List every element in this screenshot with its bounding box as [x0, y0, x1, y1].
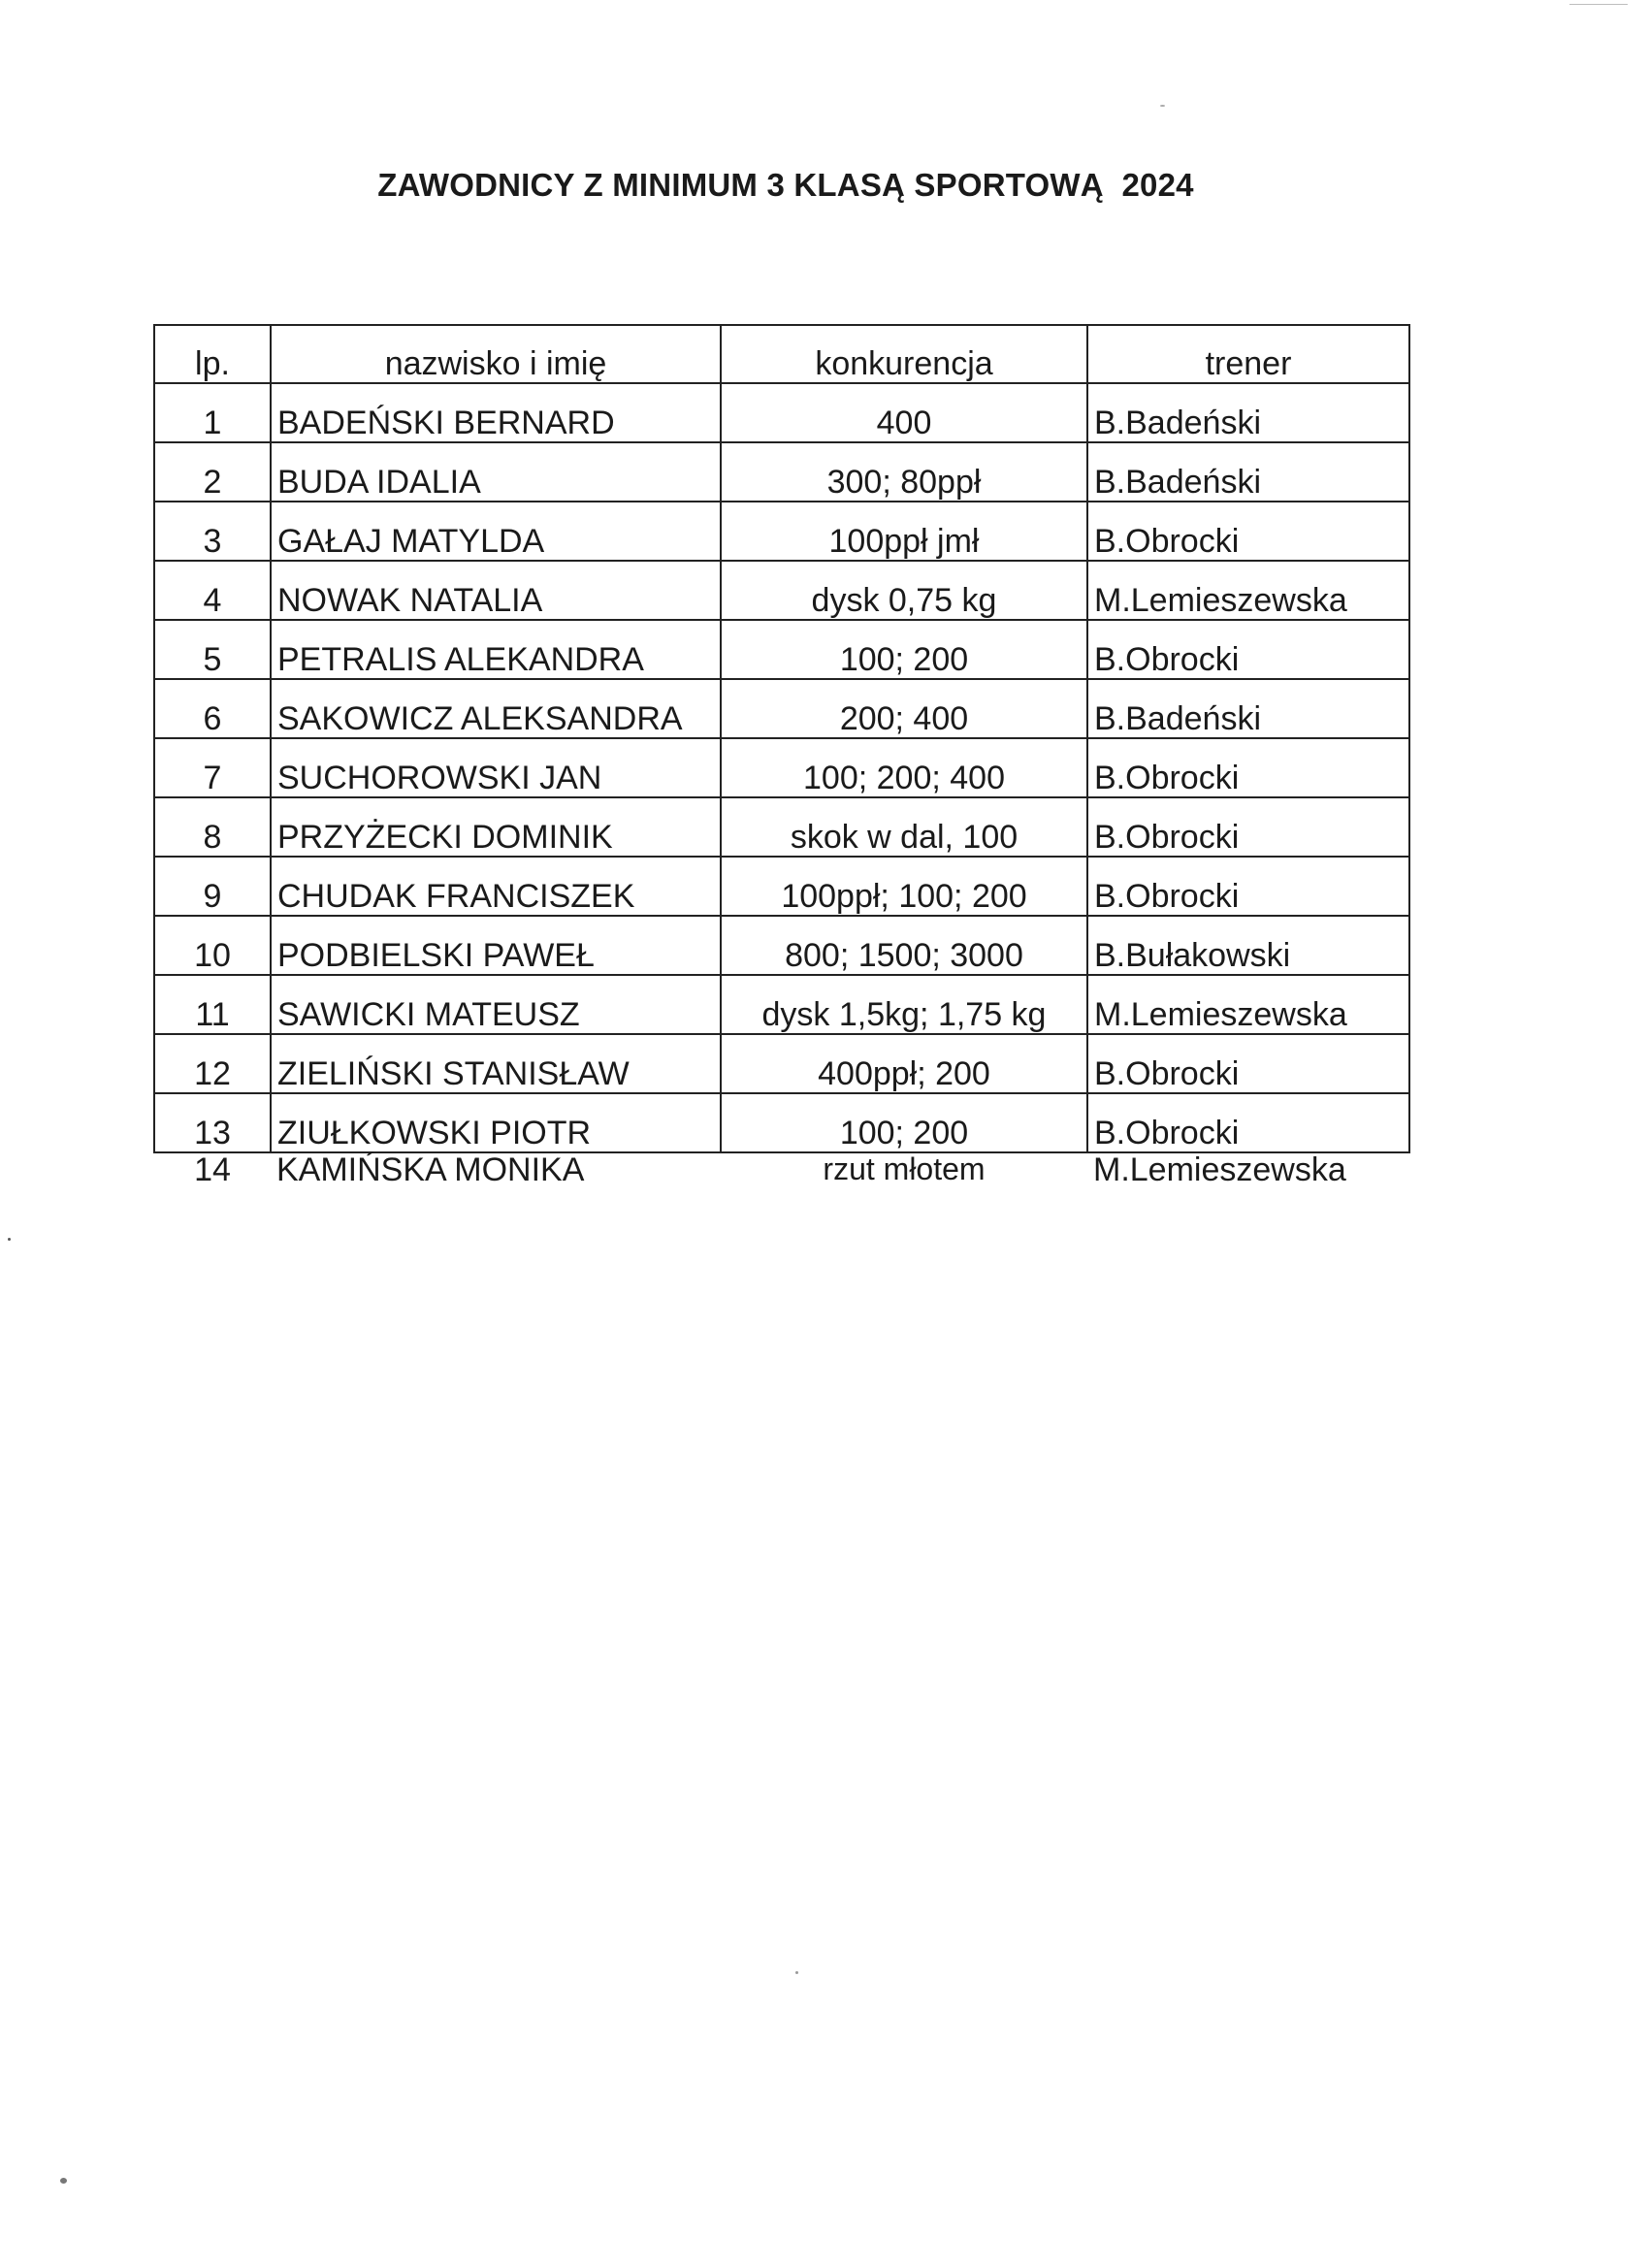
table-row — [154, 916, 1409, 975]
header-name: nazwisko i imię — [271, 325, 721, 383]
cell-coach: M.Lemieszewska — [1087, 975, 1409, 1034]
scan-artifact — [1160, 105, 1165, 107]
table-row — [154, 975, 1409, 1034]
table-row — [154, 442, 1409, 502]
cell-name: GAŁAJ MATYLDA — [271, 502, 721, 561]
cell-event: 100ppł jmł — [721, 502, 1087, 561]
cell-name: SAKOWICZ ALEKSANDRA — [271, 679, 721, 738]
cell-event: 400ppł; 200 — [721, 1034, 1087, 1093]
cell-event: 100; 200 — [721, 620, 1087, 679]
cell-event: rzut młotem — [823, 1151, 986, 1186]
cell-coach: B.Badeński — [1087, 383, 1409, 442]
cell-name: ZIUŁKOWSKI PIOTR — [271, 1093, 721, 1152]
cell-name: PODBIELSKI PAWEŁ — [271, 916, 721, 975]
cell-lp: 2 — [154, 442, 271, 502]
cell-lp: 7 — [154, 738, 271, 797]
table-row — [154, 857, 1409, 916]
cell-event: 400 — [721, 383, 1087, 442]
cell-coach: B.Obrocki — [1087, 797, 1409, 857]
cell-lp: 14 — [194, 1151, 231, 1188]
scan-artifact — [795, 1971, 798, 1974]
cell-coach: B.Obrocki — [1087, 857, 1409, 916]
table-row — [154, 561, 1409, 620]
cell-coach: M.Lemieszewska — [1093, 1151, 1346, 1188]
cell-lp: 11 — [154, 975, 271, 1034]
cell-event: skok w dal, 100 — [721, 797, 1087, 857]
header-event: konkurencja — [721, 325, 1087, 383]
table-row — [154, 738, 1409, 797]
cell-name: NOWAK NATALIA — [271, 561, 721, 620]
scan-artifact — [1569, 4, 1628, 5]
cell-coach: B.Obrocki — [1087, 620, 1409, 679]
cell-coach: B.Obrocki — [1087, 738, 1409, 797]
table-row — [154, 620, 1409, 679]
cell-event: 100; 200 — [721, 1093, 1087, 1152]
cell-lp: 4 — [154, 561, 271, 620]
cell-event: 300; 80ppł — [721, 442, 1087, 502]
table-header-row — [154, 325, 1409, 383]
cell-name: PRZYŻECKI DOMINIK — [271, 797, 721, 857]
cell-event: 100; 200; 400 — [721, 738, 1087, 797]
cell-event: dysk 0,75 kg — [721, 561, 1087, 620]
table-row — [154, 679, 1409, 738]
cell-name: KAMIŃSKA MONIKA — [276, 1151, 585, 1188]
header-lp: lp. — [154, 325, 271, 383]
table-row — [154, 1034, 1409, 1093]
cell-event: 800; 1500; 3000 — [721, 916, 1087, 975]
cell-name: BADEŃSKI BERNARD — [271, 383, 721, 442]
cell-lp: 1 — [154, 383, 271, 442]
cell-lp: 6 — [154, 679, 271, 738]
cell-name: BUDA IDALIA — [271, 442, 721, 502]
table-row — [154, 383, 1409, 442]
cell-name: ZIELIŃSKI STANISŁAW — [271, 1034, 721, 1093]
cell-coach: B.Obrocki — [1087, 1034, 1409, 1093]
cell-name: SAWICKI MATEUSZ — [271, 975, 721, 1034]
table-row-unbordered — [154, 1152, 1409, 1190]
cell-lp: 9 — [154, 857, 271, 916]
cell-name: PETRALIS ALEKANDRA — [271, 620, 721, 679]
scan-artifact — [60, 2178, 67, 2184]
cell-lp: 5 — [154, 620, 271, 679]
table-row — [154, 797, 1409, 857]
cell-event: 200; 400 — [721, 679, 1087, 738]
athletes-table-container — [153, 324, 1408, 1190]
table-row — [154, 1093, 1409, 1152]
cell-event: 100ppł; 100; 200 — [721, 857, 1087, 916]
table-row — [154, 502, 1409, 561]
document-title: ZAWODNICY Z MINIMUM 3 KLASĄ SPORTOWĄ 2024 — [377, 167, 1194, 203]
cell-lp: 12 — [154, 1034, 271, 1093]
cell-lp: 8 — [154, 797, 271, 857]
cell-coach: B.Badeński — [1087, 442, 1409, 502]
cell-coach: M.Lemieszewska — [1087, 561, 1409, 620]
cell-coach: B.Obrocki — [1087, 502, 1409, 561]
cell-coach: B.Bułakowski — [1087, 916, 1409, 975]
scan-artifact — [8, 1238, 11, 1241]
cell-name: CHUDAK FRANCISZEK — [271, 857, 721, 916]
cell-lp: 13 — [154, 1093, 271, 1152]
athletes-table — [153, 324, 1410, 1190]
cell-coach: B.Obrocki — [1087, 1093, 1409, 1152]
cell-name: SUCHOROWSKI JAN — [271, 738, 721, 797]
cell-lp: 10 — [154, 916, 271, 975]
cell-lp: 3 — [154, 502, 271, 561]
cell-event: dysk 1,5kg; 1,75 kg — [721, 975, 1087, 1034]
cell-coach: B.Badeński — [1087, 679, 1409, 738]
header-coach: trener — [1087, 325, 1409, 383]
